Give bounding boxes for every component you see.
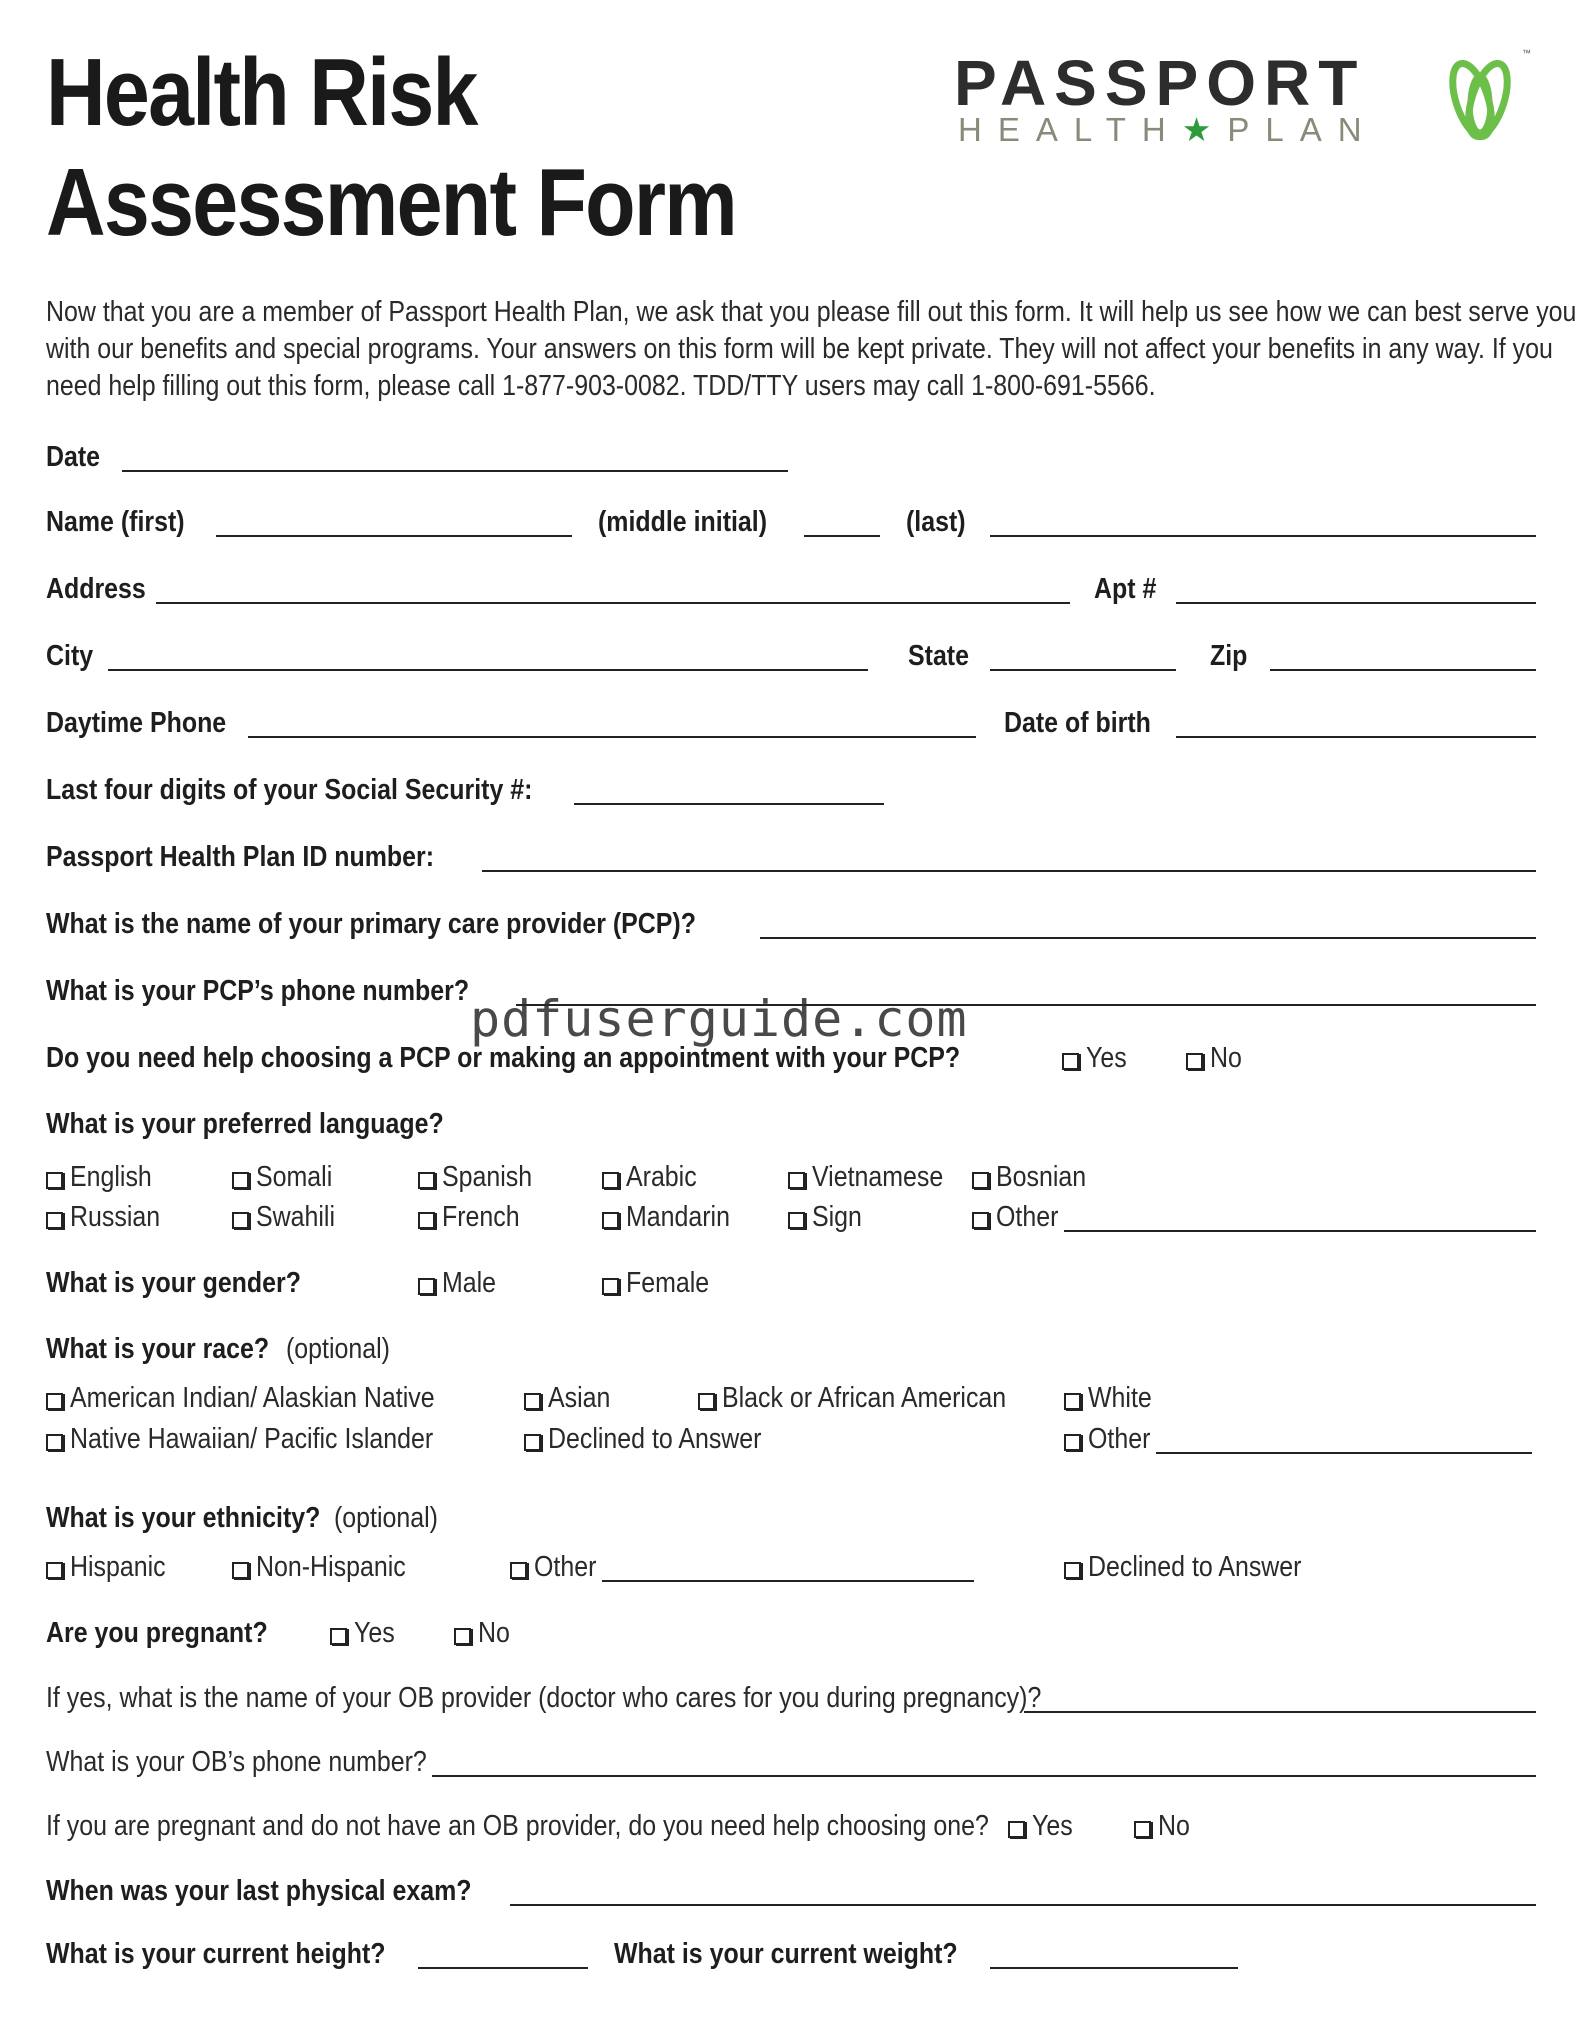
checkbox-icon (788, 1172, 805, 1189)
option-label: Male (442, 1267, 497, 1299)
option-label: Declined to Answer (1088, 1551, 1302, 1583)
weight-label: What is your current weight? (614, 1938, 958, 1970)
checkbox-icon (602, 1278, 619, 1295)
ob-name-field[interactable] (1024, 1711, 1536, 1713)
checkbox-icon (510, 1562, 527, 1579)
language-bosnian-checkbox[interactable] (972, 1161, 1101, 1194)
gender-question: What is your gender? (46, 1267, 301, 1299)
checkbox-icon (418, 1172, 435, 1189)
date-of-birth-label: Date of birth (1004, 707, 1151, 739)
date-field[interactable] (122, 470, 788, 472)
weight-field[interactable] (990, 1967, 1238, 1969)
city-label: City (46, 640, 94, 672)
logo-wordmark: PASSPORT (954, 47, 1366, 119)
intro-line-3: need help filling out this form, please call 1-877-903-0082. TDD/TTY users may call 1-800-691-5566. (46, 370, 1156, 402)
race-declined-checkbox[interactable] (524, 1423, 796, 1456)
option-label: Hispanic (70, 1551, 166, 1583)
title-line-2: Assessment Form (46, 149, 736, 256)
pcp-help-row (46, 1041, 1536, 1081)
race-other-field[interactable] (1156, 1452, 1532, 1454)
apt-field[interactable] (1176, 602, 1536, 604)
plan-id-field[interactable] (482, 870, 1536, 872)
first-name-label: Name (first) (46, 506, 185, 538)
option-label: Other (534, 1551, 597, 1583)
checkbox-icon (232, 1562, 249, 1579)
gender-male-checkbox[interactable] (418, 1267, 505, 1300)
option-label: English (70, 1161, 152, 1193)
ethnicity-non-hispanic-checkbox[interactable] (232, 1551, 430, 1584)
option-label: American Indian/ Alaskian Native (70, 1382, 435, 1414)
trademark: ™ (1522, 48, 1531, 58)
ob-help-label: If you are pregnant and do not have an OB provider, do you need help choosing one? (46, 1810, 989, 1842)
height-label: What is your current height? (46, 1938, 386, 1970)
checkbox-icon (418, 1278, 435, 1295)
language-arabic-checkbox[interactable] (602, 1161, 708, 1194)
race-row-1 (46, 1381, 1536, 1421)
height-weight-row (46, 1937, 1536, 1977)
no-label: No (1158, 1810, 1190, 1842)
checkbox-icon (418, 1212, 435, 1229)
last-physical-row (46, 1874, 1536, 1914)
checkbox-icon (1064, 1393, 1081, 1410)
address-field[interactable] (156, 602, 1070, 604)
option-label: White (1088, 1382, 1152, 1414)
height-field[interactable] (418, 1967, 588, 1969)
checkbox-icon (46, 1562, 63, 1579)
checkbox-icon (524, 1434, 541, 1451)
checkbox-icon (1064, 1434, 1081, 1451)
option-label: Non-Hispanic (256, 1551, 406, 1583)
option-label: Asian (548, 1382, 611, 1414)
checkbox-icon (46, 1172, 63, 1189)
checkbox-icon (46, 1212, 63, 1229)
option-label: Other (1088, 1423, 1151, 1455)
plan-id-row (46, 840, 1536, 880)
daytime-phone-label: Daytime Phone (46, 707, 227, 739)
checkbox-icon (232, 1212, 249, 1229)
last-physical-field[interactable] (510, 1904, 1536, 1906)
date-row (46, 440, 1536, 480)
date-label: Date (46, 441, 101, 473)
checkbox-icon (972, 1172, 989, 1189)
race-white-checkbox[interactable] (1064, 1382, 1162, 1415)
pregnant-yes-checkbox[interactable] (330, 1617, 401, 1650)
city-row (46, 639, 1536, 679)
ob-phone-label: What is your OB’s phone number? (46, 1746, 427, 1778)
intro-line-1: Now that you are a member of Passport Health Plan, we ask that you please fill out this form. It will help us see how we can best serve you (46, 296, 1577, 328)
ethnicity-declined-checkbox[interactable] (1064, 1551, 1336, 1584)
ethnicity-question-row (46, 1501, 1536, 1541)
language-row-1 (46, 1160, 1536, 1200)
last-name-label: (last) (906, 506, 966, 538)
middle-initial-label: (middle initial) (598, 506, 768, 538)
intro-paragraph (46, 294, 1577, 405)
ssn-label: Last four digits of your Social Security #: (46, 774, 533, 806)
option-label: Arabic (626, 1161, 697, 1193)
ssn-field[interactable] (574, 803, 884, 805)
checkbox-icon (232, 1172, 249, 1189)
race-row-2 (46, 1422, 1536, 1462)
checkbox-icon (46, 1393, 63, 1410)
no-label: No (1210, 1042, 1242, 1074)
ethnicity-question: What is your ethnicity? (46, 1502, 321, 1534)
ob-help-yes-checkbox[interactable] (1008, 1810, 1079, 1843)
pcp-name-label: What is the name of your primary care provider (PCP)? (46, 908, 696, 940)
phone-row (46, 706, 1536, 746)
checkbox-icon (602, 1212, 619, 1229)
option-label: Female (626, 1267, 710, 1299)
ob-phone-field[interactable] (432, 1775, 1536, 1777)
page-title (46, 38, 736, 258)
checkbox-icon (788, 1212, 805, 1229)
checkbox-icon (602, 1172, 619, 1189)
state-label: State (908, 640, 969, 672)
intro-line-2: with our benefits and special programs. Your answers on this form will be kept private. They will not affect your benefits in any way. If you (46, 333, 1553, 365)
ethnicity-row (46, 1550, 1536, 1590)
checkbox-icon (330, 1628, 347, 1645)
language-row-2 (46, 1200, 1536, 1240)
leaf-logo-icon (1442, 48, 1520, 144)
city-field[interactable] (108, 669, 868, 671)
checkbox-icon (972, 1212, 989, 1229)
address-row (46, 572, 1536, 612)
ethnicity-hispanic-checkbox[interactable] (46, 1551, 181, 1584)
pregnant-question: Are you pregnant? (46, 1617, 268, 1649)
pcp-help-yes-checkbox[interactable] (1062, 1042, 1133, 1075)
checkbox-icon (46, 1434, 63, 1451)
name-row (46, 505, 1536, 545)
logo-sub-left: HEALTH (958, 111, 1182, 148)
last-physical-label: When was your last physical exam? (46, 1875, 472, 1907)
no-label: No (478, 1617, 510, 1649)
logo-subtitle (958, 110, 1378, 150)
pcp-phone-label: What is your PCP’s phone number? (46, 975, 470, 1007)
option-label: Swahili (256, 1201, 336, 1233)
language-swahili-checkbox[interactable] (232, 1201, 348, 1234)
checkbox-icon (1064, 1562, 1081, 1579)
yes-label: Yes (1086, 1042, 1127, 1074)
race-native-hawaiian-checkbox[interactable] (46, 1423, 492, 1456)
pcp-name-row (46, 907, 1536, 947)
passport-logo (950, 48, 1540, 148)
ssn-row (46, 773, 1536, 813)
language-somali-checkbox[interactable] (232, 1161, 345, 1194)
plan-id-label: Passport Health Plan ID number: (46, 841, 435, 873)
option-label: Sign (812, 1201, 862, 1233)
language-russian-checkbox[interactable] (46, 1201, 175, 1234)
language-other-checkbox[interactable] (972, 1201, 1069, 1234)
option-label: Vietnamese (812, 1161, 944, 1193)
middle-initial-field[interactable] (804, 535, 880, 537)
language-question: What is your preferred language? (46, 1108, 444, 1140)
race-question-row (46, 1332, 1536, 1372)
checkbox-icon (454, 1628, 471, 1645)
checkbox-icon (1134, 1821, 1151, 1838)
pregnant-no-checkbox[interactable] (454, 1617, 515, 1650)
language-question-row (46, 1107, 1536, 1147)
race-question: What is your race? (46, 1333, 270, 1365)
pcp-help-label: Do you need help choosing a PCP or making an appointment with your PCP? (46, 1042, 961, 1074)
last-name-field[interactable] (990, 535, 1536, 537)
option-label: Bosnian (996, 1161, 1087, 1193)
gender-row (46, 1266, 1536, 1306)
apt-label: Apt # (1094, 573, 1157, 605)
checkbox-icon (698, 1393, 715, 1410)
race-black-checkbox[interactable] (698, 1382, 1052, 1415)
watermark: pdfuserguide.com (470, 990, 968, 1048)
star-icon: ★ (1181, 111, 1228, 148)
option-label: Spanish (442, 1161, 533, 1193)
option-label: Declined to Answer (548, 1423, 762, 1455)
pregnant-row (46, 1616, 1536, 1656)
first-name-field[interactable] (216, 535, 572, 537)
ob-help-row (46, 1809, 1536, 1849)
title-line-1: Health Risk (46, 39, 477, 146)
checkbox-icon (524, 1393, 541, 1410)
option-label: Native Hawaiian/ Pacific Islander (70, 1423, 434, 1455)
language-sign-checkbox[interactable] (788, 1201, 870, 1234)
option-label: Somali (256, 1161, 333, 1193)
checkbox-icon (1062, 1053, 1079, 1070)
yes-label: Yes (354, 1617, 395, 1649)
zip-label: Zip (1210, 640, 1248, 672)
daytime-phone-field[interactable] (248, 736, 976, 738)
yes-label: Yes (1032, 1810, 1073, 1842)
checkbox-icon (1186, 1053, 1203, 1070)
option-label: Mandarin (626, 1201, 730, 1233)
checkbox-icon (1008, 1821, 1025, 1838)
pcp-name-field[interactable] (760, 937, 1536, 939)
ob-help-no-checkbox[interactable] (1134, 1810, 1195, 1843)
language-other-field[interactable] (1064, 1230, 1536, 1232)
gender-female-checkbox[interactable] (602, 1267, 723, 1300)
date-of-birth-field[interactable] (1176, 736, 1536, 738)
option-label: Russian (70, 1201, 161, 1233)
ob-name-label: If yes, what is the name of your OB provider (doctor who cares for you during pregnancy)? (46, 1682, 1042, 1714)
ethnicity-other-field[interactable] (602, 1580, 974, 1582)
state-field[interactable] (990, 669, 1176, 671)
language-french-checkbox[interactable] (418, 1201, 532, 1234)
logo-sub-right: PLAN (1227, 111, 1378, 148)
race-american-indian-checkbox[interactable] (46, 1382, 494, 1415)
ob-name-row (46, 1681, 1536, 1721)
address-label: Address (46, 573, 146, 605)
race-asian-checkbox[interactable] (524, 1382, 621, 1415)
race-other-checkbox[interactable] (1064, 1423, 1161, 1456)
language-spanish-checkbox[interactable] (418, 1161, 547, 1194)
option-label: Other (996, 1201, 1059, 1233)
language-vietnamese-checkbox[interactable] (788, 1161, 965, 1194)
option-label: French (442, 1201, 520, 1233)
language-mandarin-checkbox[interactable] (602, 1201, 747, 1234)
race-optional: (optional) (286, 1333, 390, 1365)
option-label: Black or African American (722, 1382, 1007, 1414)
ob-phone-row (46, 1745, 1536, 1785)
ethnicity-optional: (optional) (334, 1502, 438, 1534)
zip-field[interactable] (1270, 669, 1536, 671)
ethnicity-other-checkbox[interactable] (510, 1551, 607, 1584)
pcp-help-no-checkbox[interactable] (1186, 1042, 1247, 1075)
language-english-checkbox[interactable] (46, 1161, 165, 1194)
